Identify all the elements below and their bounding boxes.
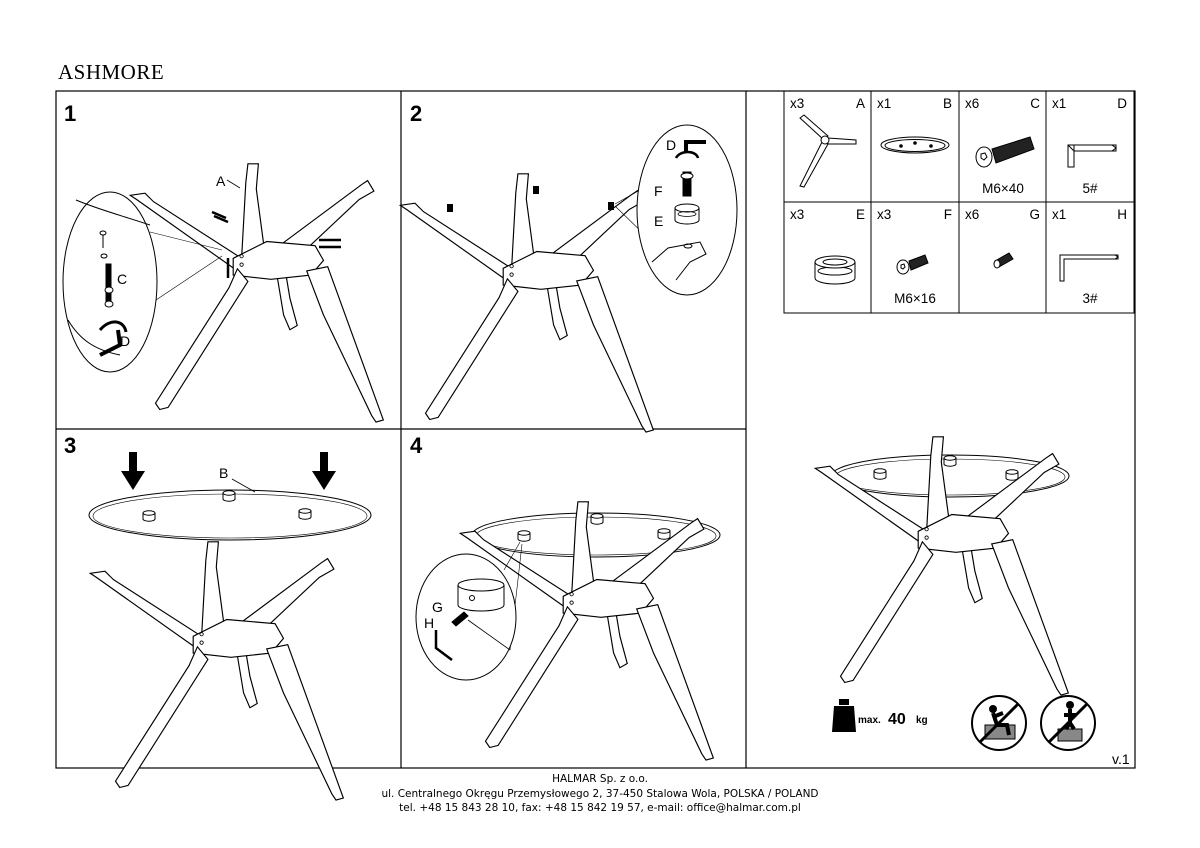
- part-qty: x6: [965, 207, 980, 222]
- part-note: 5#: [1082, 181, 1098, 196]
- step-3-panel: [64, 433, 371, 800]
- suction-cup-icon: [815, 256, 855, 284]
- part-note: M6×16: [894, 291, 936, 306]
- document-title: ASHMORE: [58, 60, 165, 84]
- footer-company: HALMAR Sp. z o.o.: [552, 773, 648, 785]
- step-2-label-f: F: [654, 183, 663, 199]
- step-2-label-d: D: [666, 137, 677, 153]
- part-letter: F: [943, 207, 952, 222]
- footer-contact: tel. +48 15 843 28 10, fax: +48 15 842 19 57, e-mail: office@halmar.com.pl: [399, 802, 801, 814]
- part-letter: H: [1117, 207, 1127, 222]
- part-letter: A: [855, 96, 865, 111]
- weight-unit: kg: [916, 715, 928, 726]
- part-letter: E: [855, 207, 865, 222]
- finished-table-illustration: [815, 437, 1069, 695]
- part-letter: C: [1030, 96, 1040, 111]
- step-2-panel: [400, 101, 737, 432]
- part-qty: x1: [1052, 207, 1067, 222]
- step-1-label-c: C: [117, 271, 128, 287]
- part-qty: x1: [1052, 96, 1067, 111]
- max-weight-notice: [832, 699, 928, 732]
- step-3-label-b: B: [219, 465, 229, 481]
- weight-icon: [832, 699, 856, 732]
- grub-screw-icon: [994, 253, 1013, 268]
- no-standing-icon: [1041, 696, 1095, 750]
- step-2-label-e: E: [654, 213, 664, 229]
- part-qty: x6: [965, 96, 980, 111]
- bolt-icon: [976, 137, 1034, 167]
- part-qty: x3: [790, 207, 805, 222]
- part-letter: G: [1029, 207, 1040, 222]
- part-letter: B: [942, 96, 952, 111]
- footer: [0, 772, 1200, 816]
- step-4-panel: [410, 433, 720, 760]
- step-1-number: 1: [64, 101, 77, 126]
- version-label: v.1: [1112, 751, 1130, 767]
- part-qty: x3: [790, 96, 805, 111]
- part-note: 3#: [1082, 291, 1098, 306]
- leg-frame-icon: [800, 115, 856, 187]
- part-letter: D: [1117, 96, 1127, 111]
- step-3-number: 3: [64, 433, 77, 458]
- frame-lines: [56, 91, 1135, 768]
- part-note: M6×40: [982, 181, 1024, 196]
- short-bolt-icon: [897, 255, 928, 274]
- allen-key-icon: [1060, 255, 1118, 281]
- allen-key-icon: [1068, 145, 1116, 167]
- step-4-label-h: H: [424, 615, 435, 631]
- step-1-panel: [63, 101, 383, 422]
- part-qty: x3: [877, 207, 892, 222]
- no-sitting-icon: [972, 696, 1026, 750]
- part-qty: x1: [877, 96, 892, 111]
- footer-address: ul. Centralnego Okręgu Przemysłowego 2, 37-450 Stalowa Wola, POLSKA / POLAND: [381, 787, 819, 800]
- step-4-label-g: G: [432, 599, 443, 615]
- weight-value: 40: [888, 711, 906, 728]
- step-1-label-d: D: [120, 333, 131, 349]
- plate-icon: [881, 137, 949, 153]
- step-1-label-a: A: [216, 173, 226, 189]
- step-2-number: 2: [410, 101, 423, 126]
- weight-prefix: max.: [858, 715, 881, 726]
- step-4-number: 4: [410, 433, 423, 458]
